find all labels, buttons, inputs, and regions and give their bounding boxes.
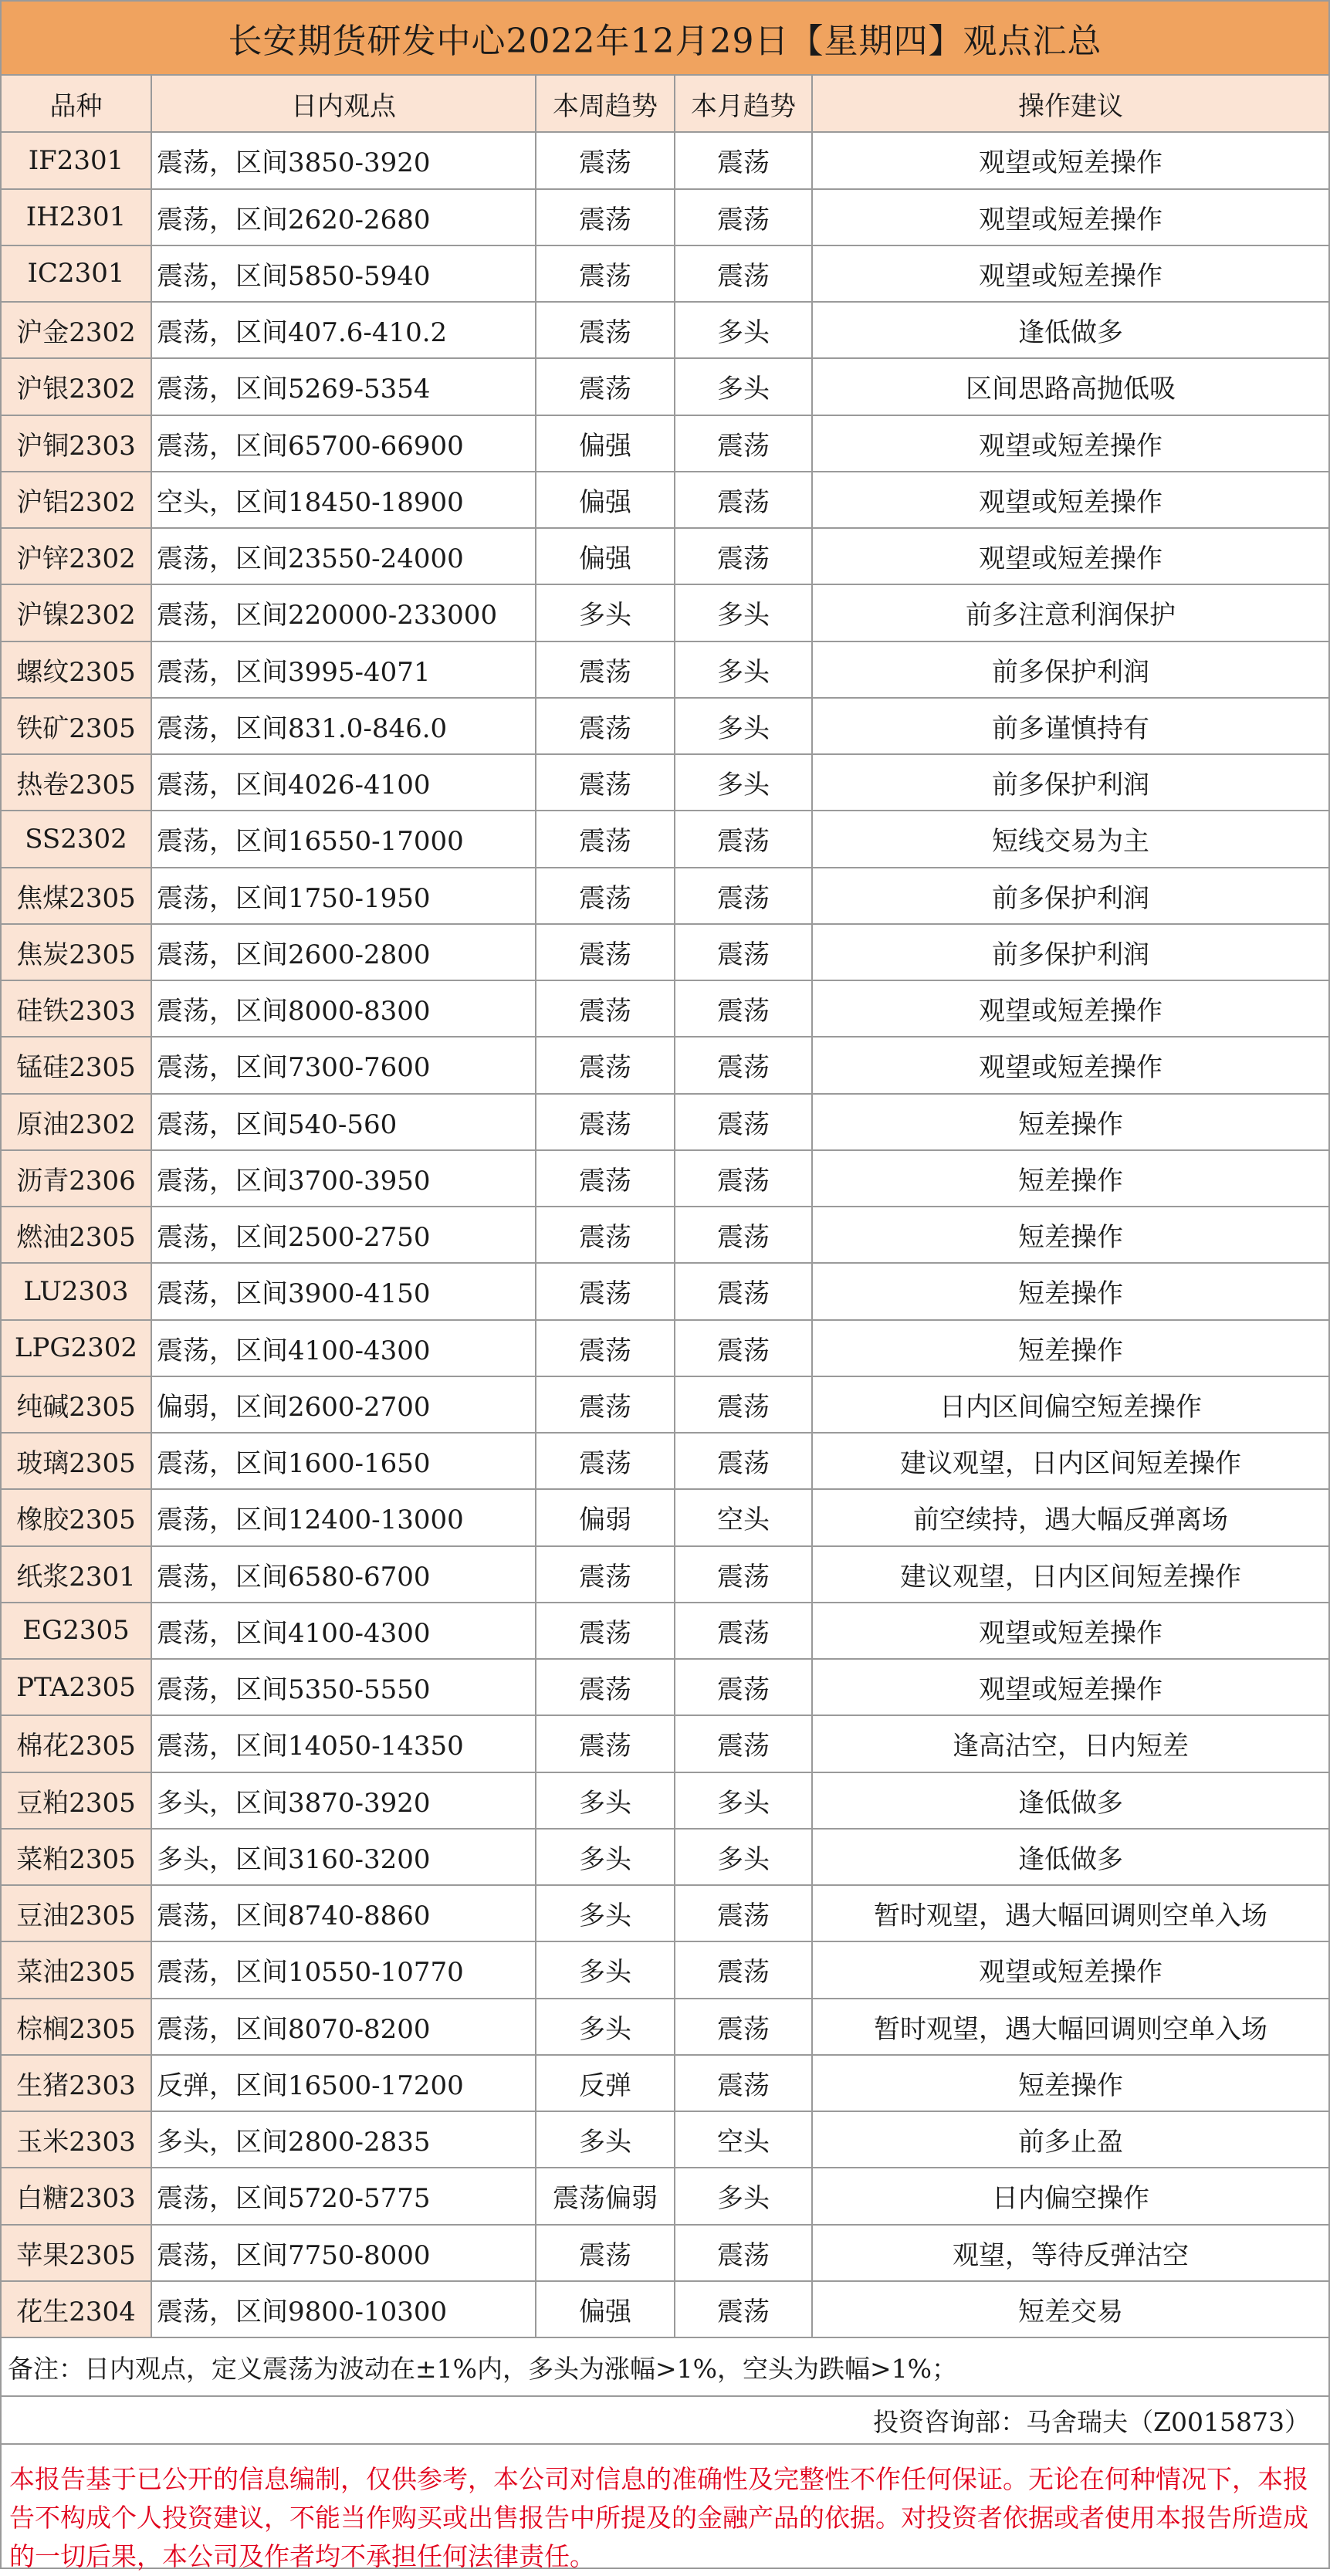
table-row [2,1659,1328,1715]
table-row [2,1885,1328,1941]
cell-name: IC2301 [2,245,151,302]
cell-advice: 前多注意利润保护 [812,584,1328,641]
cell-advice: 短线交易为主 [812,811,1328,867]
cell-name: 沥青2306 [2,1150,151,1207]
cell-month: 震荡 [675,1659,812,1715]
cell-advice: 观望或短差操作 [812,1037,1328,1093]
table-row [2,1376,1328,1433]
cell-month: 震荡 [675,1603,812,1659]
cell-view: 震荡，区间5269-5354 [151,358,536,415]
table-row [2,641,1328,698]
cell-week: 震荡 [536,1150,675,1207]
cell-name: 沪锌2302 [2,528,151,584]
header-view: 日内观点 [151,76,536,132]
cell-view: 震荡，区间1600-1650 [151,1433,536,1489]
cell-month: 多头 [675,1829,812,1885]
cell-week: 偏强 [536,415,675,472]
cell-name: 沪铝2302 [2,472,151,528]
cell-name: 铁矿2305 [2,698,151,754]
cell-view: 震荡，区间3700-3950 [151,1150,536,1207]
cell-week: 震荡 [536,1603,675,1659]
cell-month: 震荡 [675,528,812,584]
cell-month: 震荡 [675,2225,812,2281]
cell-name: PTA2305 [2,1659,151,1715]
cell-month: 震荡 [675,1094,812,1150]
cell-week: 震荡 [536,1659,675,1715]
cell-month: 震荡 [675,1150,812,1207]
cell-advice: 观望或短差操作 [812,1659,1328,1715]
cell-name: 棉花2305 [2,1715,151,1772]
cell-advice: 建议观望，日内区间短差操作 [812,1433,1328,1489]
cell-advice: 暂时观望，遇大幅回调则空单入场 [812,1999,1328,2055]
cell-week: 震荡 [536,698,675,754]
cell-week: 震荡 [536,754,675,811]
cell-name: 生猪2303 [2,2055,151,2111]
cell-view: 震荡，区间3995-4071 [151,641,536,698]
cell-advice: 观望或短差操作 [812,1941,1328,1998]
cell-advice: 前多保护利润 [812,924,1328,980]
cell-advice: 观望或短差操作 [812,472,1328,528]
cell-week: 震荡 [536,302,675,358]
table-row [2,924,1328,980]
cell-week: 偏强 [536,2281,675,2337]
cell-month: 震荡 [675,245,812,302]
cell-week: 偏强 [536,528,675,584]
cell-advice: 日内偏空操作 [812,2168,1328,2224]
table-header-row [2,76,1328,132]
cell-name: 豆油2305 [2,1885,151,1941]
cell-week: 震荡 [536,1037,675,1093]
cell-month: 震荡 [675,1941,812,1998]
cell-month: 多头 [675,2168,812,2224]
cell-month: 震荡 [675,132,812,188]
cell-name: 燃油2305 [2,1207,151,1263]
cell-advice: 短差操作 [812,1320,1328,1376]
cell-advice: 短差操作 [812,2055,1328,2111]
cell-view: 震荡，区间2620-2680 [151,189,536,245]
table-row [2,1772,1328,1829]
table-row [2,1715,1328,1772]
cell-name: 花生2304 [2,2281,151,2337]
cell-advice: 短差交易 [812,2281,1328,2337]
cell-advice: 观望或短差操作 [812,415,1328,472]
cell-view: 震荡，区间9800-10300 [151,2281,536,2337]
cell-month: 震荡 [675,1885,812,1941]
cell-advice: 前多保护利润 [812,868,1328,924]
cell-advice: 观望或短差操作 [812,132,1328,188]
cell-name: 纯碱2305 [2,1376,151,1433]
cell-name: 橡胶2305 [2,1489,151,1545]
cell-month: 震荡 [675,811,812,867]
cell-view: 震荡，区间4100-4300 [151,1320,536,1376]
cell-month: 震荡 [675,189,812,245]
cell-week: 多头 [536,584,675,641]
cell-view: 震荡，区间7300-7600 [151,1037,536,1093]
cell-week: 震荡 [536,1320,675,1376]
table-row [2,1320,1328,1376]
cell-advice: 观望或短差操作 [812,189,1328,245]
cell-advice: 前多保护利润 [812,754,1328,811]
cell-name: 菜油2305 [2,1941,151,1998]
cell-month: 震荡 [675,1263,812,1319]
table-row [2,1094,1328,1150]
cell-name: 热卷2305 [2,754,151,811]
cell-month: 震荡 [675,2055,812,2111]
cell-name: 沪铜2303 [2,415,151,472]
cell-name: 玻璃2305 [2,1433,151,1489]
cell-week: 震荡 [536,358,675,415]
cell-name: 沪金2302 [2,302,151,358]
cell-month: 震荡 [675,924,812,980]
table-body [2,132,1328,2337]
cell-week: 震荡 [536,811,675,867]
cell-week: 震荡 [536,245,675,302]
table-row [2,1941,1328,1998]
report-title: 长安期货研发中心2022年12月29日【星期四】观点汇总 [2,2,1328,76]
cell-month: 多头 [675,698,812,754]
cell-name: 玉米2303 [2,2111,151,2168]
cell-advice: 暂时观望，遇大幅回调则空单入场 [812,1885,1328,1941]
cell-view: 震荡，区间6580-6700 [151,1546,536,1603]
cell-advice: 前多保护利润 [812,641,1328,698]
cell-week: 震荡 [536,924,675,980]
cell-month: 震荡 [675,1320,812,1376]
cell-week: 震荡 [536,1433,675,1489]
cell-view: 震荡，区间8070-8200 [151,1999,536,2055]
cell-month: 震荡 [675,868,812,924]
cell-view: 震荡，区间220000-233000 [151,584,536,641]
table-row [2,1546,1328,1603]
department-signature: 投资咨询部：马舍瑞夫（Z0015873） [2,2397,1328,2445]
cell-view: 震荡，区间12400-13000 [151,1489,536,1545]
cell-name: LPG2302 [2,1320,151,1376]
cell-view: 震荡，区间4100-4300 [151,1603,536,1659]
cell-advice: 逢低做多 [812,1772,1328,1829]
header-month: 本月趋势 [675,76,812,132]
note: 备注：日内观点，定义震荡为波动在±1%内，多头为涨幅>1%，空头为跌幅>1%； [2,2338,1328,2397]
cell-view: 震荡，区间8000-8300 [151,980,536,1037]
table-row [2,2281,1328,2337]
cell-view: 震荡，区间14050-14350 [151,1715,536,1772]
cell-name: 棕榈2305 [2,1999,151,2055]
table-row [2,1999,1328,2055]
table-row [2,2225,1328,2281]
cell-view: 震荡，区间2600-2800 [151,924,536,980]
cell-view: 震荡，区间1750-1950 [151,868,536,924]
cell-week: 震荡 [536,1207,675,1263]
cell-month: 多头 [675,358,812,415]
cell-week: 偏强 [536,472,675,528]
cell-view: 震荡，区间10550-10770 [151,1941,536,1998]
cell-name: IH2301 [2,189,151,245]
cell-month: 空头 [675,2111,812,2168]
cell-name: 焦炭2305 [2,924,151,980]
cell-month: 空头 [675,1489,812,1545]
cell-week: 反弹 [536,2055,675,2111]
cell-name: 原油2302 [2,1094,151,1150]
cell-week: 震荡 [536,980,675,1037]
cell-week: 震荡偏弱 [536,2168,675,2224]
cell-view: 震荡，区间65700-66900 [151,415,536,472]
outlook-table [2,76,1328,2338]
cell-advice: 前多谨慎持有 [812,698,1328,754]
table-row [2,415,1328,472]
cell-advice: 区间思路高抛低吸 [812,358,1328,415]
cell-name: EG2305 [2,1603,151,1659]
cell-view: 震荡，区间8740-8860 [151,1885,536,1941]
table-row [2,528,1328,584]
cell-week: 多头 [536,1885,675,1941]
cell-name: 焦煤2305 [2,868,151,924]
table-row [2,811,1328,867]
cell-view: 震荡，区间407.6-410.2 [151,302,536,358]
table-row [2,132,1328,188]
cell-month: 震荡 [675,1037,812,1093]
cell-month: 震荡 [675,1207,812,1263]
cell-name: IF2301 [2,132,151,188]
cell-name: SS2302 [2,811,151,867]
cell-view: 空头，区间18450-18900 [151,472,536,528]
table-row [2,1150,1328,1207]
cell-name: 豆粕2305 [2,1772,151,1829]
cell-week: 震荡 [536,1094,675,1150]
cell-week: 多头 [536,1999,675,2055]
cell-week: 多头 [536,1772,675,1829]
cell-view: 偏弱，区间2600-2700 [151,1376,536,1433]
table-row [2,245,1328,302]
cell-name: 硅铁2303 [2,980,151,1037]
table-row [2,472,1328,528]
cell-name: 锰硅2305 [2,1037,151,1093]
cell-view: 震荡，区间5850-5940 [151,245,536,302]
cell-week: 震荡 [536,868,675,924]
cell-week: 震荡 [536,1376,675,1433]
cell-week: 多头 [536,1829,675,1885]
cell-view: 反弹，区间16500-17200 [151,2055,536,2111]
table-row [2,980,1328,1037]
cell-view: 震荡，区间16550-17000 [151,811,536,867]
cell-month: 多头 [675,754,812,811]
cell-name: 白糖2303 [2,2168,151,2224]
table-row [2,1207,1328,1263]
cell-view: 多头，区间3870-3920 [151,1772,536,1829]
table-row [2,1489,1328,1545]
cell-view: 震荡，区间3850-3920 [151,132,536,188]
cell-advice: 观望，等待反弹沽空 [812,2225,1328,2281]
cell-advice: 观望或短差操作 [812,528,1328,584]
cell-advice: 观望或短差操作 [812,245,1328,302]
table-row [2,2055,1328,2111]
cell-name: 菜粕2305 [2,1829,151,1885]
cell-view: 震荡，区间4026-4100 [151,754,536,811]
table-row [2,2168,1328,2224]
cell-view: 震荡，区间540-560 [151,1094,536,1150]
cell-view: 震荡，区间5720-5775 [151,2168,536,2224]
cell-advice: 逢低做多 [812,302,1328,358]
table-row [2,2111,1328,2168]
cell-advice: 短差操作 [812,1263,1328,1319]
cell-advice: 观望或短差操作 [812,980,1328,1037]
cell-month: 震荡 [675,415,812,472]
cell-advice: 前多止盈 [812,2111,1328,2168]
disclaimer: 本报告基于已公开的信息编制，仅供参考，本公司对信息的准确性及完整性不作任何保证。无论在何种情况下，本报告不构成个人投资建议，不能当作购买或出售报告中所提及的金融产品的依据。对投资者依据或者使用本报告所造成的一切后果，本公司及作者均不承担任何法律责任。 [9,2464,1308,2571]
cell-name: 苹果2305 [2,2225,151,2281]
table-row [2,698,1328,754]
header-name: 品种 [2,76,151,132]
cell-view: 震荡，区间3900-4150 [151,1263,536,1319]
table-row [2,868,1328,924]
cell-month: 震荡 [675,1376,812,1433]
header-advice: 操作建议 [812,76,1328,132]
cell-advice: 逢低做多 [812,1829,1328,1885]
table-row [2,754,1328,811]
cell-month: 多头 [675,584,812,641]
cell-advice: 建议观望，日内区间短差操作 [812,1546,1328,1603]
table-row [2,1263,1328,1319]
cell-week: 震荡 [536,132,675,188]
cell-view: 震荡，区间831.0-846.0 [151,698,536,754]
table-row [2,1037,1328,1093]
cell-name: 沪镍2302 [2,584,151,641]
table-row [2,1603,1328,1659]
cell-advice: 短差操作 [812,1150,1328,1207]
cell-month: 多头 [675,1772,812,1829]
cell-month: 震荡 [675,1715,812,1772]
cell-view: 震荡，区间2500-2750 [151,1207,536,1263]
table-row [2,189,1328,245]
cell-view: 多头，区间2800-2835 [151,2111,536,2168]
cell-month: 多头 [675,302,812,358]
cell-advice: 短差操作 [812,1094,1328,1150]
cell-week: 多头 [536,1941,675,1998]
table-row [2,302,1328,358]
cell-week: 震荡 [536,1546,675,1603]
cell-week: 偏弱 [536,1489,675,1545]
cell-month: 震荡 [675,1999,812,2055]
cell-month: 震荡 [675,472,812,528]
header-week: 本周趋势 [536,76,675,132]
cell-name: 螺纹2305 [2,641,151,698]
table-row [2,1829,1328,1885]
cell-month: 震荡 [675,1546,812,1603]
cell-month: 多头 [675,641,812,698]
cell-name: 纸浆2301 [2,1546,151,1603]
cell-name: LU2303 [2,1263,151,1319]
cell-view: 震荡，区间7750-8000 [151,2225,536,2281]
cell-week: 多头 [536,2111,675,2168]
cell-advice: 前空续持，遇大幅反弹离场 [812,1489,1328,1545]
cell-view: 震荡，区间5350-5550 [151,1659,536,1715]
cell-week: 震荡 [536,1263,675,1319]
table-row [2,584,1328,641]
cell-advice: 日内区间偏空短差操作 [812,1376,1328,1433]
cell-advice: 观望或短差操作 [812,1603,1328,1659]
cell-week: 震荡 [536,2225,675,2281]
cell-name: 沪银2302 [2,358,151,415]
table-row [2,1433,1328,1489]
cell-view: 多头，区间3160-3200 [151,1829,536,1885]
cell-week: 震荡 [536,189,675,245]
cell-advice: 短差操作 [812,1207,1328,1263]
cell-month: 震荡 [675,2281,812,2337]
cell-view: 震荡，区间23550-24000 [151,528,536,584]
cell-week: 震荡 [536,1715,675,1772]
cell-month: 震荡 [675,980,812,1037]
table-row [2,358,1328,415]
cell-month: 震荡 [675,1433,812,1489]
cell-advice: 逢高沽空，日内短差 [812,1715,1328,1772]
cell-week: 震荡 [536,641,675,698]
